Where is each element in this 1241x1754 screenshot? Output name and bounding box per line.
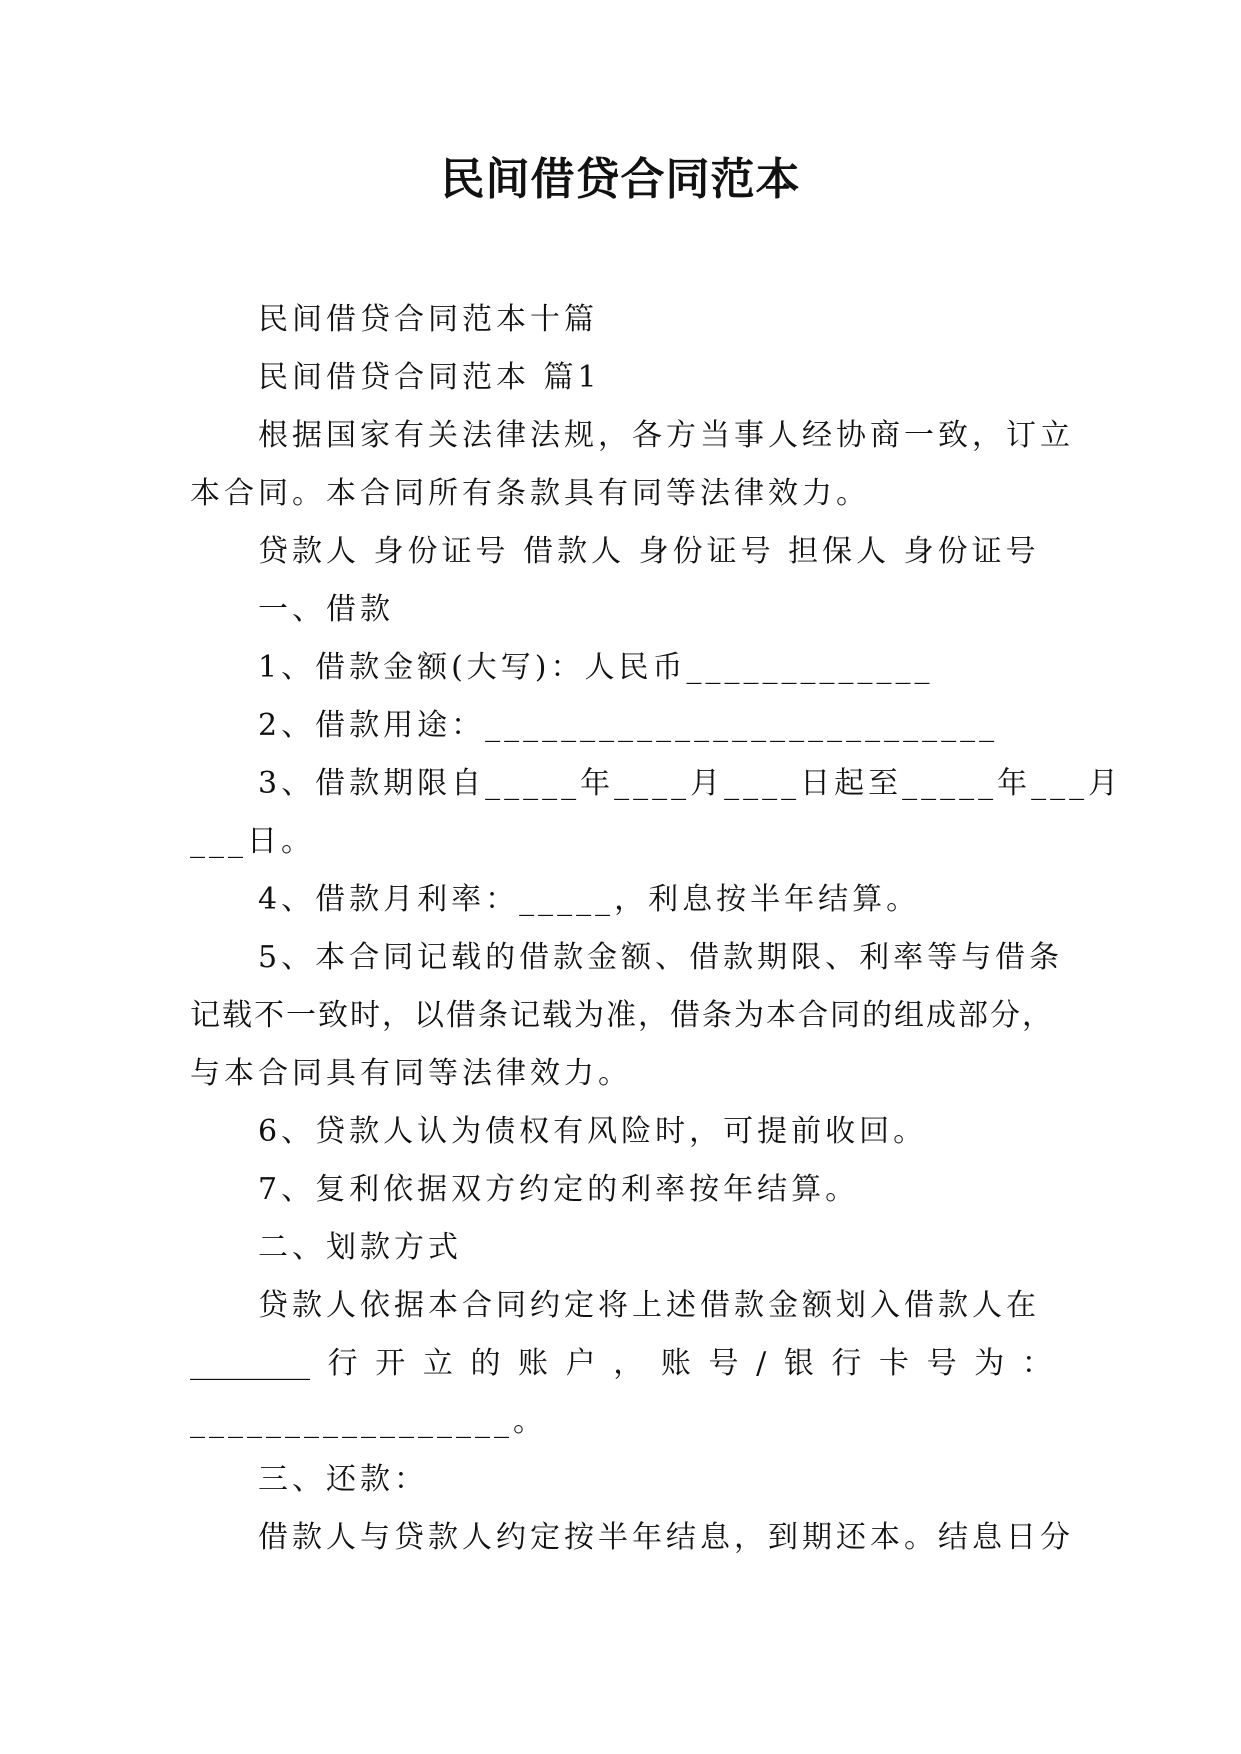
clause-line: _________________。 bbox=[190, 1404, 547, 1439]
clause-line: 贷款人依据本合同约定将上述借款金额划入借款人在 bbox=[258, 1288, 1040, 1323]
justified-token: ： bbox=[1021, 1346, 1052, 1381]
clause-line: 与本合同具有同等法律效力。 bbox=[190, 1056, 632, 1091]
parties-line: 贷款人 身份证号 借款人 身份证号 担保人 身份证号 bbox=[258, 534, 1040, 569]
justified-token: ， bbox=[613, 1346, 644, 1381]
clause-line: 记载不一致时，以借条记载为准，借条为本合同的组成部分， bbox=[190, 998, 1054, 1033]
subtitle-line: 民间借贷合同范本十篇 bbox=[258, 302, 598, 337]
section-heading-line: 民间借贷合同范本 篇1 bbox=[258, 360, 601, 395]
justified-token: 账 bbox=[518, 1346, 549, 1381]
clause-line-justified bbox=[190, 1344, 1052, 1384]
paragraph-line: 本合同。本合同所有条款具有同等法律效力。 bbox=[190, 476, 870, 511]
justified-token: ________ bbox=[190, 1346, 310, 1381]
clause-line: 7、复利依据双方约定的利率按年结算。 bbox=[258, 1172, 860, 1207]
justified-token: 开 bbox=[375, 1346, 406, 1381]
justified-token: 行 bbox=[327, 1346, 358, 1381]
justified-token: 立 bbox=[422, 1346, 453, 1381]
clause-heading-line: 三、还款： bbox=[258, 1462, 428, 1497]
clause-line: 5、本合同记载的借款金额、借款期限、利率等与借条 bbox=[258, 940, 1064, 975]
clause-line: 2、借款用途：___________________________ bbox=[258, 708, 999, 743]
justified-token: 为 bbox=[974, 1346, 1005, 1381]
justified-token: 号 bbox=[926, 1346, 957, 1381]
paragraph-line: 根据国家有关法律法规，各方当事人经协商一致，订立 bbox=[258, 418, 1074, 453]
clause-line: 3、借款期限自_____年____月____日起至_____年___月 bbox=[258, 766, 1123, 801]
clause-line: 借款人与贷款人约定按半年结息，到期还本。结息日分 bbox=[258, 1520, 1074, 1555]
justified-token: / bbox=[756, 1346, 767, 1381]
justified-token: 的 bbox=[470, 1346, 501, 1381]
clause-line: 6、贷款人认为债权有风险时，可提前收回。 bbox=[258, 1114, 928, 1149]
justified-token: 账 bbox=[660, 1346, 691, 1381]
clause-heading-line: 二、划款方式 bbox=[258, 1230, 462, 1265]
clause-line: 1、借款金额(大写)：人民币_____________ bbox=[258, 650, 934, 685]
justified-token: 行 bbox=[831, 1346, 862, 1381]
justified-token: 号 bbox=[708, 1346, 739, 1381]
clause-line: ___日。 bbox=[190, 824, 315, 859]
justified-token: 银 bbox=[783, 1346, 814, 1381]
justified-token: 户 bbox=[565, 1346, 596, 1381]
justified-token: 卡 bbox=[879, 1346, 910, 1381]
clause-line: 4、借款月利率：_____，利息按半年结算。 bbox=[258, 882, 921, 917]
clause-heading-line: 一、借款 bbox=[258, 592, 394, 627]
document-title: 民间借贷合同范本 bbox=[440, 154, 801, 205]
